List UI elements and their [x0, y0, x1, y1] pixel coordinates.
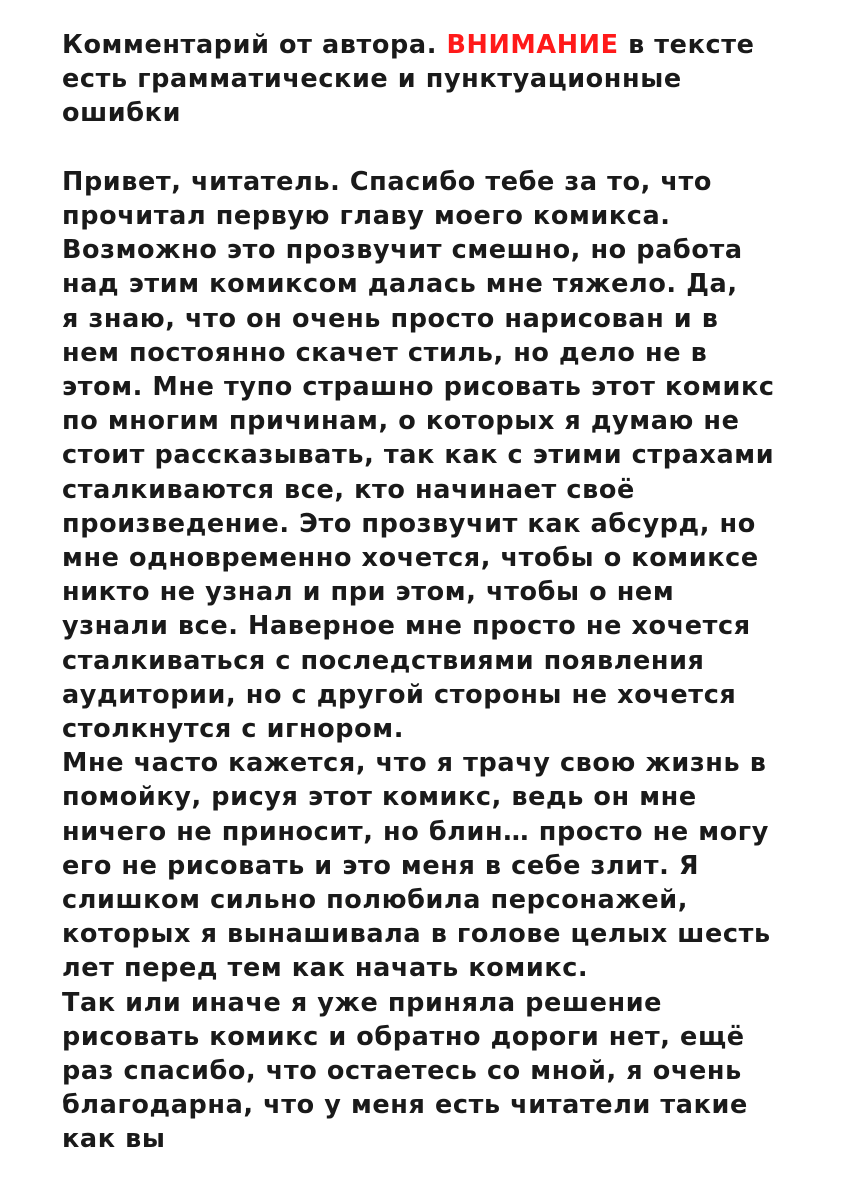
body-line: помойку, рисуя этот комикс, ведь он мне [62, 782, 697, 813]
author-note-line-1 [62, 28, 842, 62]
body-line: ничего не приносит, но блин… просто не могу [62, 816, 769, 847]
body-line: никто не узнал и при этом, чтобы о нем [62, 577, 675, 608]
body-line: узнали все. Наверное мне просто не хочется [62, 611, 751, 642]
body-line: по многим причинам, о которых я думаю не [62, 406, 740, 437]
letter-body [62, 165, 842, 1157]
body-line: над этим комиксом далась мне тяжело. Да, [62, 269, 738, 300]
paragraph-gap [62, 131, 842, 165]
body-line: раз спасибо, что остаетесь со мной, я очень [62, 1056, 742, 1087]
body-line: благодарна, что у меня есть читатели такие [62, 1090, 748, 1121]
body-line: прочитал первую главу моего комикса. [62, 201, 671, 231]
body-line: стоит рассказывать, так как с этими страхами [62, 440, 775, 471]
body-line: я знаю, что он очень просто нарисован и в [62, 303, 719, 334]
body-line: рисовать комикс и обратно дороги нет, ещё [62, 1021, 745, 1052]
body-line: Возможно это прозвучит смешно, но работа [62, 235, 743, 266]
body-line: Так или иначе я уже приняла решение [62, 987, 663, 1018]
body-line: аудитории, но с другой стороны не хочется [62, 679, 737, 710]
body-line: произведение. Это прозвучит как абсурд, но [62, 508, 756, 539]
body-line: сталкиваться с последствиями появления [62, 645, 705, 676]
author-note-line-3: ошибки [62, 98, 182, 129]
warning-word: ВНИМАНИЕ [446, 30, 619, 60]
author-note-prefix: Комментарий от автора. [62, 30, 447, 60]
body-line: мне одновременно хочется, чтобы о комиксе [62, 543, 759, 574]
body-line: этом. Мне тупо страшно рисовать этот комикс [62, 372, 775, 403]
author-note-suffix: в тексте [618, 30, 755, 60]
body-line: слишком сильно полюбила персонажей, [62, 885, 688, 916]
author-comment-page [62, 28, 842, 1157]
body-line: лет перед тем как начать комикс. [62, 953, 589, 984]
author-note-line-2: есть грамматические и пунктуационные [62, 64, 682, 95]
body-line: нем постоянно скачет стиль, но дело не в [62, 337, 708, 368]
body-line: столкнутся с игнором. [62, 714, 405, 745]
body-line: Привет, читатель. Спасибо тебе за то, что [62, 166, 712, 197]
body-line: сталкиваются все, кто начинает своё [62, 474, 635, 505]
body-line: которых я вынашивала в голове целых шесть [62, 919, 771, 950]
body-line: его не рисовать и это меня в себе злит. Я [62, 850, 700, 881]
body-line: как вы [62, 1124, 166, 1155]
body-line: Мне часто кажется, что я трачу свою жизнь в [62, 748, 767, 779]
